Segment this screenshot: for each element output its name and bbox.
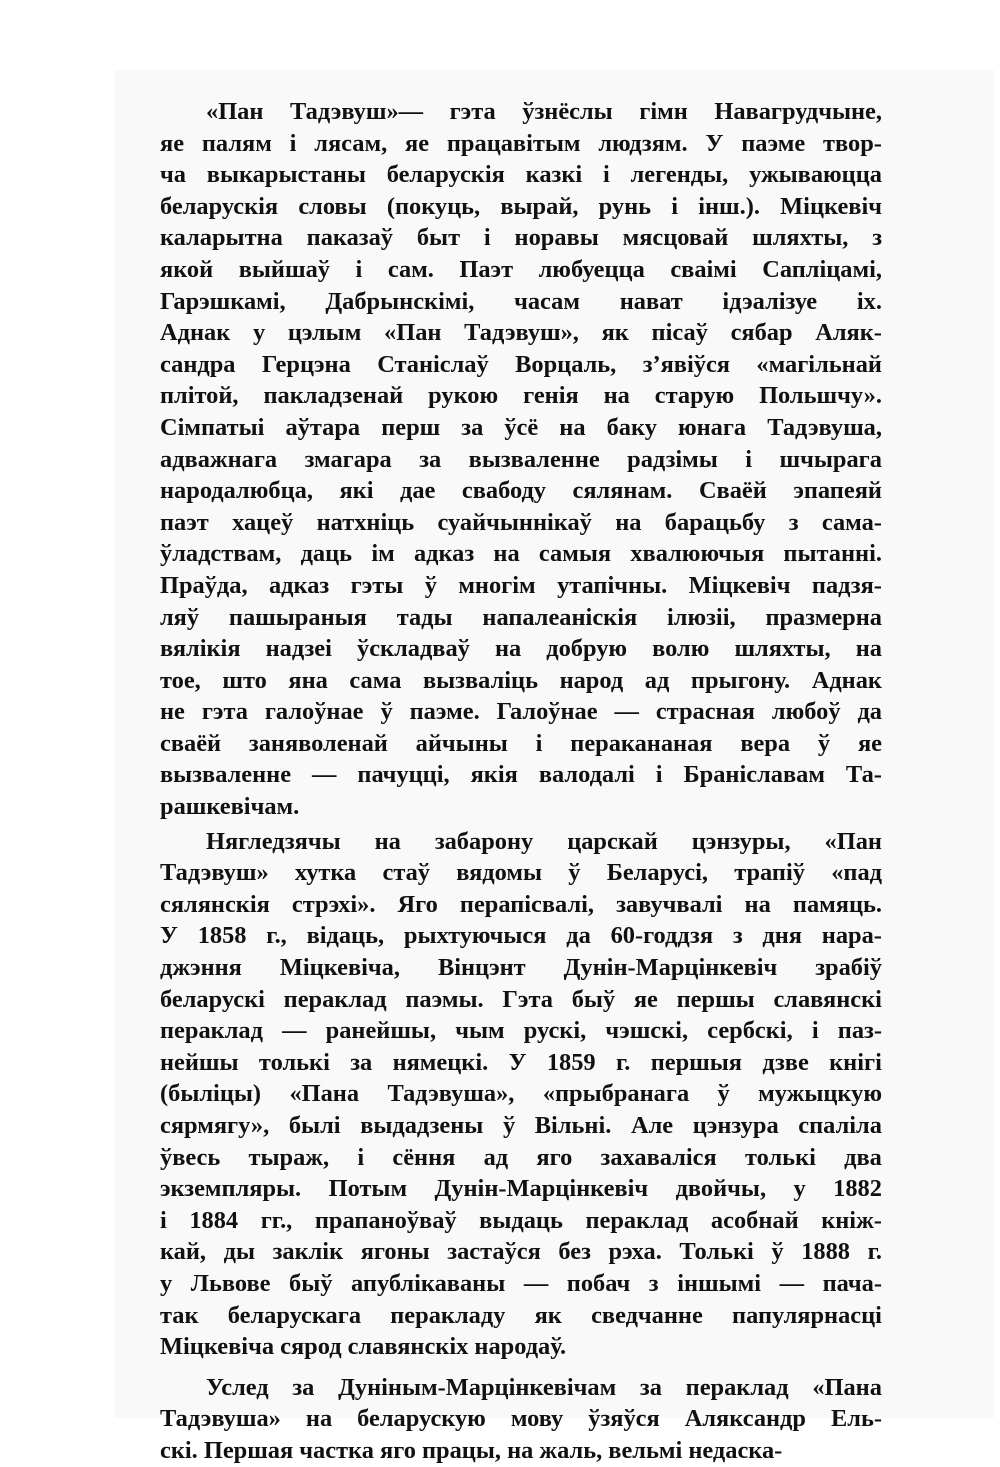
text-line: беларускі пераклад паэмы. Гэта быў яе першы славянскі <box>160 985 882 1013</box>
text-line: джэння Міцкевіча, Вінцэнт Дунін-Марцінкевіч зрабіў <box>160 954 882 982</box>
text-line: Тадэвуш» хутка стаў вядомы ў Беларусі, трапіў «пад <box>160 859 882 887</box>
text-line: Нягледзячы на забарону царскай цэнзуры, «Пан <box>206 827 882 855</box>
text-line: і 1884 гг., прапаноўваў выдаць пераклад асобнай кніж- <box>160 1206 882 1234</box>
text-line: у Львове быў апублікаваны — побач з іншымі — пача- <box>160 1269 882 1297</box>
article-text <box>160 96 882 1467</box>
text-line: народалюбца, які дае свабоду сялянам. Сваёй эпапеяй <box>160 477 882 505</box>
text-line: яе палям і лясам, яе працавітым людзям. У паэме твор- <box>160 129 882 157</box>
text-line: вялікія надзеі ўскладваў на добрую волю шляхты, на <box>160 635 882 663</box>
text-line: якой выйшаў і сам. Паэт любуецца сваімі Сапліцамі, <box>160 255 882 283</box>
text-line: плітой, пакладзенай рукою генія на старую Польшчу». <box>160 382 882 410</box>
text-line: Тадэвуша» на беларускую мову ўзяўся Аляксандр Ель- <box>160 1405 882 1433</box>
text-line: Сімпатыі аўтара перш за ўсё на баку юнага Тадэвуша, <box>160 413 882 441</box>
text-line: кай, ды заклік ягоны застаўся без рэха. Толькі ў 1888 г. <box>160 1238 882 1266</box>
text-line: нейшы толькі за нямецкі. У 1859 г. першыя дзве кнігі <box>160 1048 882 1076</box>
text-line: не гэта галоўнае ў паэме. Галоўнае — страсная любоў да <box>160 698 882 726</box>
text-line: так беларускага перакладу як сведчанне папулярнасці <box>160 1301 882 1329</box>
text-line: Аднак у цэлым «Пан Тадэвуш», як пісаў сябар Аляк- <box>160 319 882 347</box>
text-line: ляў пашыраныя тады напалеаніскія ілюзіі, празмерна <box>160 603 882 631</box>
text-line: «Пан Тадэвуш»— гэта ўзнёслы гімн Навагрудчыне, <box>206 98 882 125</box>
text-line: тое, што яна сама вызваліць народ ад прыгону. Аднак <box>160 666 882 694</box>
text-line: сярмягу», былі выдадзены ў Вільні. Але цэнзура спаліла <box>160 1112 882 1139</box>
text-line: Праўда, адказ гэты ў многім утапічны. Міцкевіч падзя- <box>160 571 882 599</box>
text-line: сандра Герцэна Станіслаў Ворцаль, з’явіўся «магільнай <box>160 350 882 378</box>
text-line: ўвесь тыраж, і сёння ад яго захаваліся толькі два <box>160 1143 882 1171</box>
text-line: ча выкарыстаны беларускія казкі і легенды, ужываюцца <box>160 161 882 189</box>
text-line: беларускія словы (покуць, вырай, рунь і інш.). Міцкевіч <box>160 192 882 220</box>
text-line: экземпляры. Потым Дунін-Марцінкевіч двойчы, у 1882 <box>160 1175 882 1203</box>
text-line: рашкевічам. <box>160 793 300 821</box>
text-line: сваёй заняволенай айчыны і перакананая вера ў яе <box>160 729 882 757</box>
text-line: адважнага змагара за вызваленне радзімы і шчырага <box>160 445 882 473</box>
text-line: паэт хацеў натхніць суайчыннікаў на барацьбу з сама- <box>160 508 882 536</box>
text-line: скі. Першая частка яго працы, на жаль, вельмі недаска- <box>160 1436 783 1464</box>
text-line: пераклад — ранейшы, чым рускі, чэшскі, сербскі, і паз- <box>160 1017 882 1045</box>
text-line: (быліцы) «Пана Тадэвуша», «прыбранага ў мужыцкую <box>160 1080 882 1108</box>
text-line: Услед за Дуніным-Марцінкевічам за пераклад «Пана <box>206 1373 882 1401</box>
text-line: каларытна паказаў быт і норавы мясцовай шляхты, з <box>160 224 882 252</box>
text-line: Міцкевіча сярод славянскіх народаў. <box>160 1333 567 1361</box>
text-line: У 1858 г., відаць, рыхтуючыся да 60-годдзя з дня нара- <box>160 922 882 950</box>
text-line: Гарэшкамі, Дабрынскімі, часам нават ідэалізуе іх. <box>160 287 882 315</box>
text-line: ўладствам, даць ім адказ на самыя хвалюючыя пытанні. <box>160 540 882 568</box>
text-line: вызваленне — пачуцці, якія валодалі і Браніславам Та- <box>160 761 882 789</box>
text-line: сялянскія стрэхі». Яго перапісвалі, завучвалі на памяць. <box>160 890 882 918</box>
